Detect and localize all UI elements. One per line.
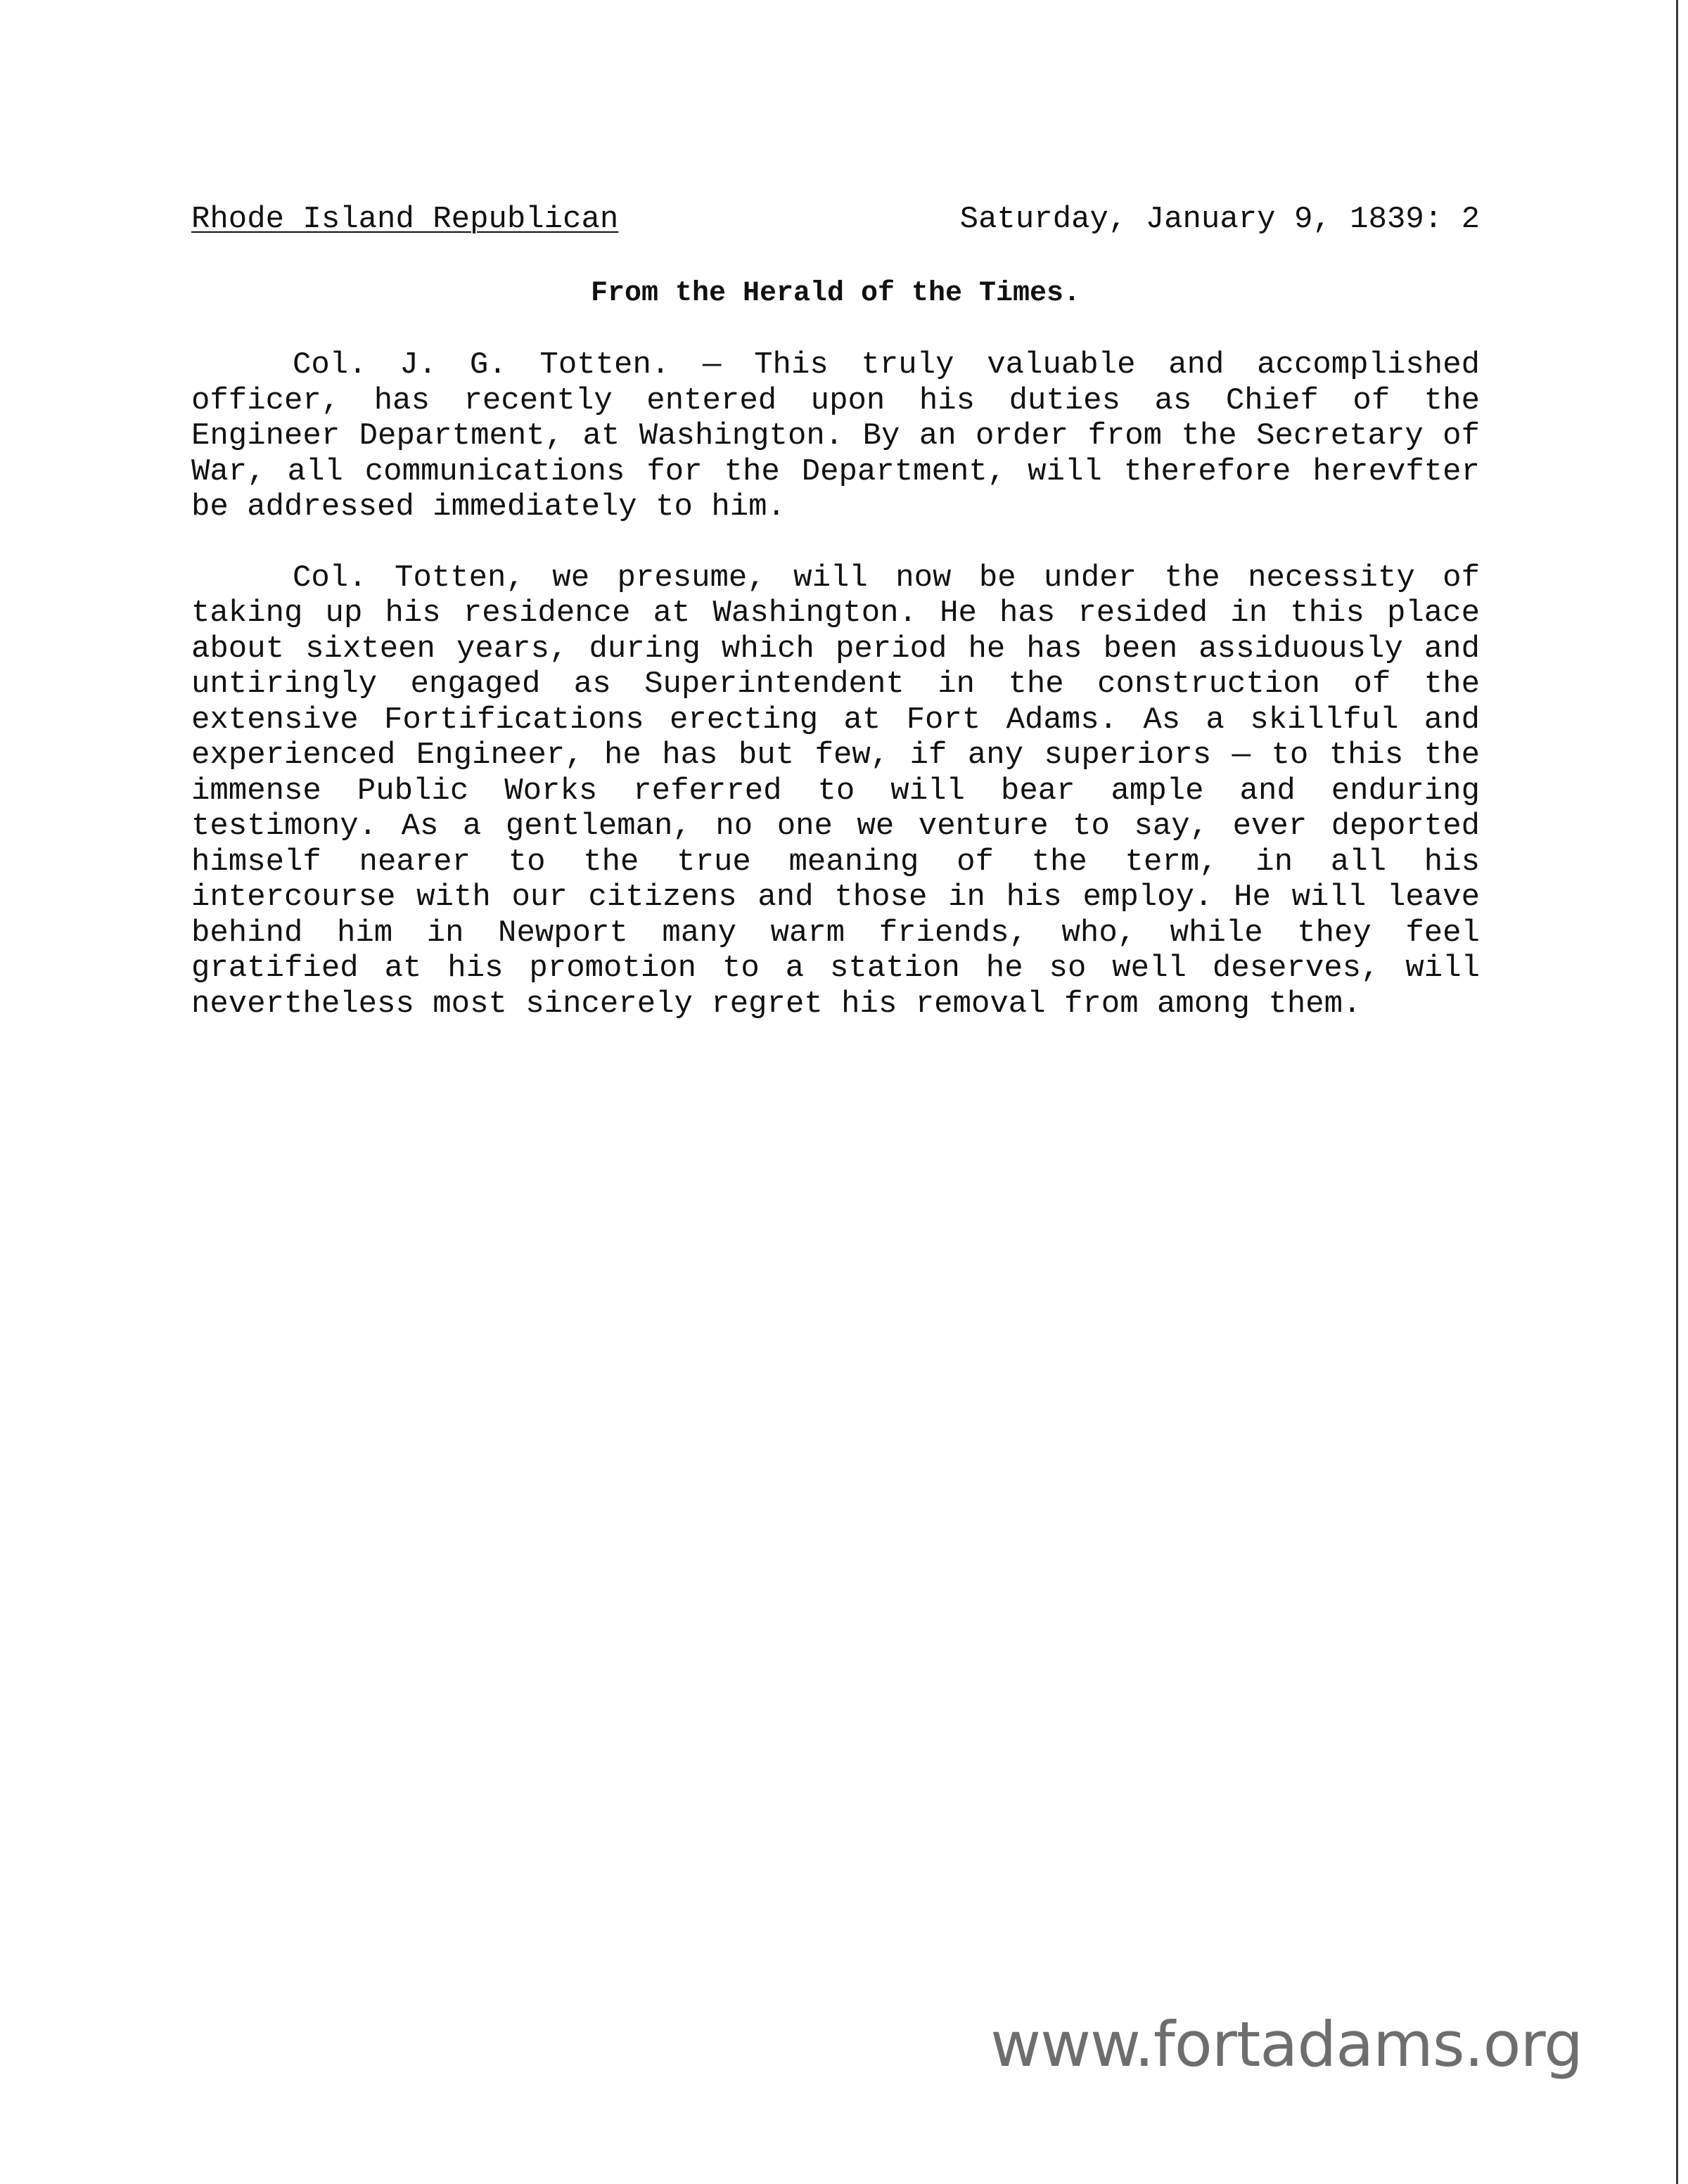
- article-heading: From the Herald of the Times.: [590, 278, 1081, 309]
- publication-date-page: Saturday, January 9, 1839: 2: [959, 202, 1480, 237]
- website-watermark: www.fortadams.org: [990, 2008, 1582, 2081]
- publication-name: Rhode Island Republican: [191, 202, 619, 237]
- article-paragraph-1: Col. J. G. Totten. — This truly valuable and accomplished officer, has recently entered upon his duties as Chief of the Engineer Department, at Washington. By an order from the Secretary of War, all communications for the Department, will therefore herevfter be addressed immediately to him.: [191, 347, 1480, 525]
- scan-edge-line: [1676, 0, 1678, 2184]
- article-paragraph-2: Col. Totten, we presume, will now be under the necessity of taking up his residence at Washington. He has resided in this place about sixteen years, during which period he has been assiduously and untiringly engaged as Superintendent in the construction of the extensive Fortifications erecting at Fort Adams. As a skillful and experienced Engineer, he has but few, if any superiors — to this the immense Public Works referred to will bear ample and enduring testimony. As a gentleman, no one we venture to say, ever deported himself nearer to the true meaning of the term, in all his intercourse with our citizens and those in his employ. He will leave behind him in Newport many warm friends, who, while they feel gratified at his promotion to a station he so well deserves, will nevertheless most sincerely regret his removal from among them.: [191, 560, 1480, 1022]
- article-body: [191, 347, 1480, 1057]
- document-header: [191, 201, 1480, 238]
